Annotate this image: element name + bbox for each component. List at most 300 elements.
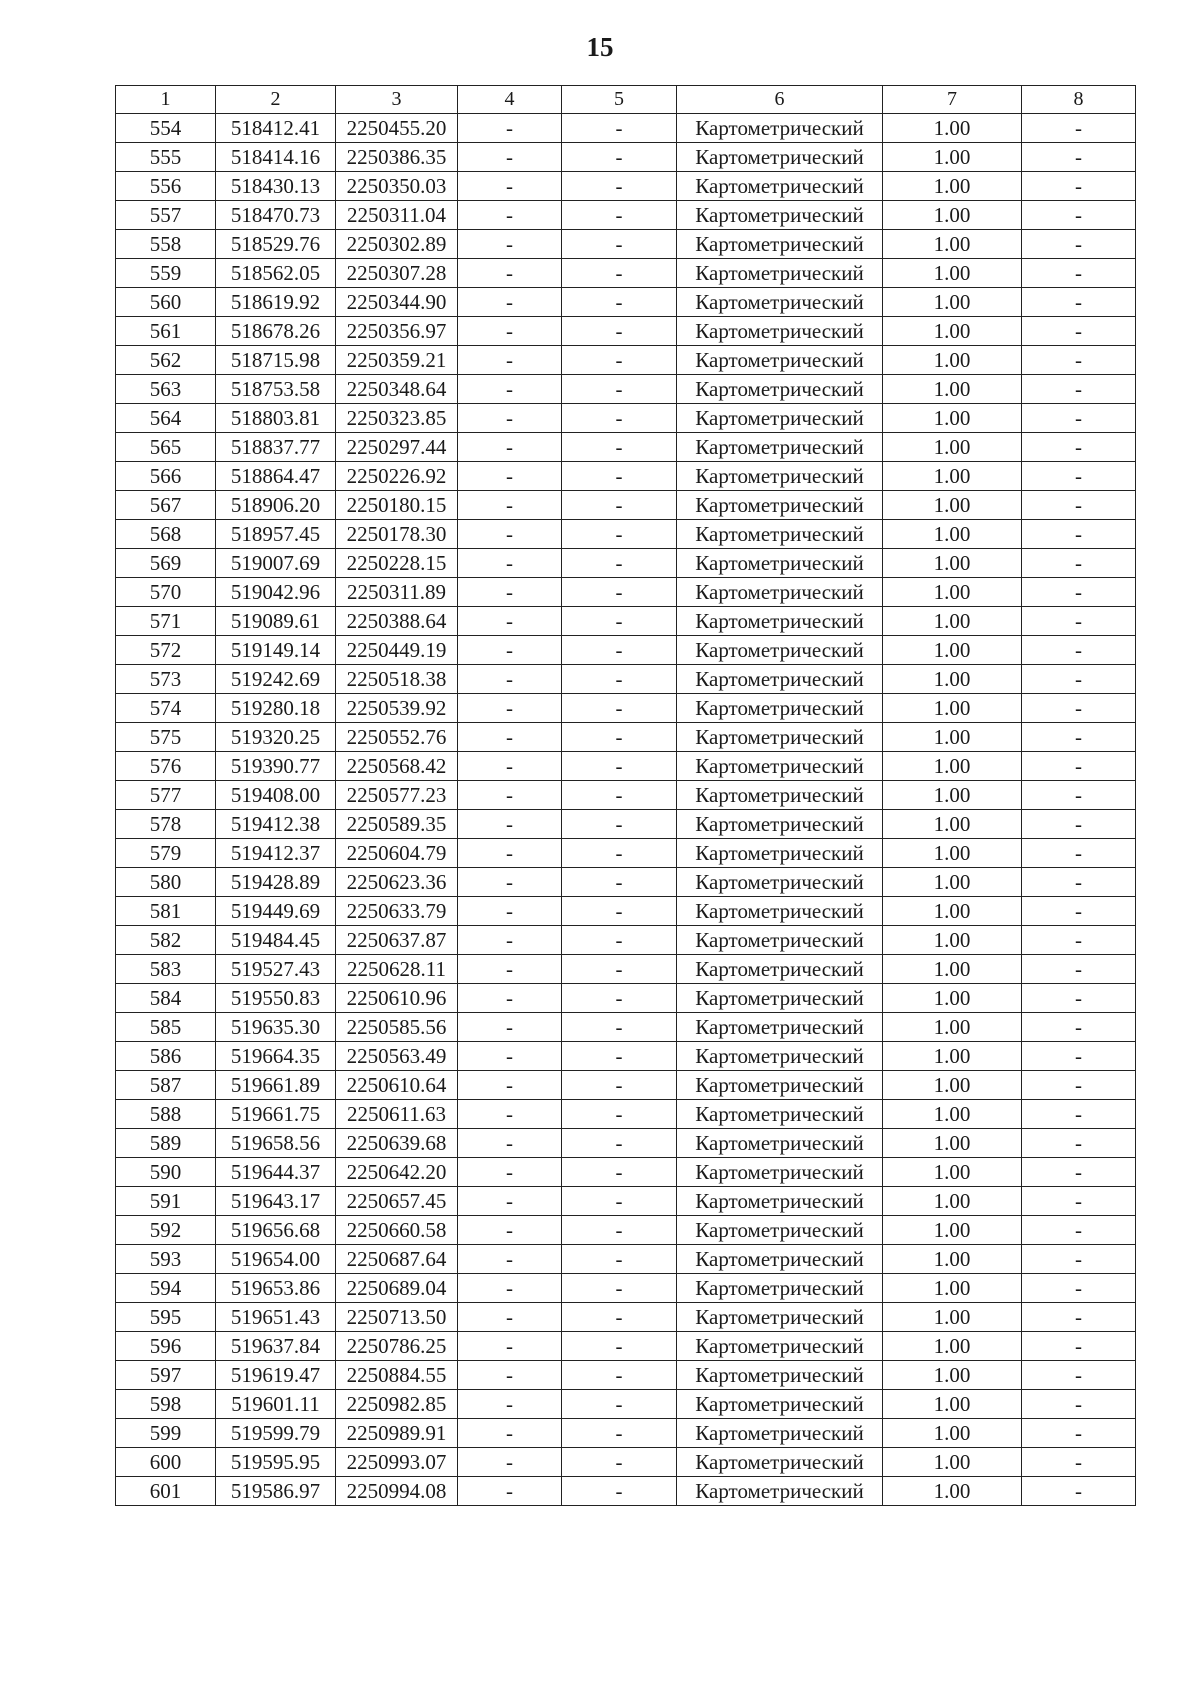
column-5-cell: - <box>562 897 677 926</box>
accuracy-cell: 1.00 <box>883 230 1022 259</box>
column-8-cell: - <box>1022 1100 1136 1129</box>
column-5-cell: - <box>562 1303 677 1332</box>
column-4-cell: - <box>458 520 562 549</box>
y-coordinate-cell: 2250178.30 <box>336 520 458 549</box>
point-number-cell: 558 <box>116 230 216 259</box>
x-coordinate-cell: 519527.43 <box>216 955 336 984</box>
column-4-cell: - <box>458 317 562 346</box>
accuracy-cell: 1.00 <box>883 897 1022 926</box>
column-5-cell: - <box>562 462 677 491</box>
accuracy-cell: 1.00 <box>883 665 1022 694</box>
table-row <box>116 143 1136 172</box>
method-cell: Картометрический <box>677 1245 883 1274</box>
table-row <box>116 1129 1136 1158</box>
point-number-cell: 583 <box>116 955 216 984</box>
method-cell: Картометрический <box>677 1013 883 1042</box>
method-cell: Картометрический <box>677 1187 883 1216</box>
x-coordinate-cell: 519408.00 <box>216 781 336 810</box>
point-number-cell: 569 <box>116 549 216 578</box>
column-4-cell: - <box>458 201 562 230</box>
column-4-cell: - <box>458 752 562 781</box>
table-row <box>116 723 1136 752</box>
table-row <box>116 984 1136 1013</box>
column-8-cell: - <box>1022 1390 1136 1419</box>
x-coordinate-cell: 518414.16 <box>216 143 336 172</box>
y-coordinate-cell: 2250311.89 <box>336 578 458 607</box>
method-cell: Картометрический <box>677 1158 883 1187</box>
point-number-cell: 578 <box>116 810 216 839</box>
method-cell: Картометрический <box>677 897 883 926</box>
x-coordinate-cell: 519664.35 <box>216 1042 336 1071</box>
table-row <box>116 1158 1136 1187</box>
accuracy-cell: 1.00 <box>883 839 1022 868</box>
point-number-cell: 595 <box>116 1303 216 1332</box>
y-coordinate-cell: 2250689.04 <box>336 1274 458 1303</box>
point-number-cell: 568 <box>116 520 216 549</box>
column-4-cell: - <box>458 1419 562 1448</box>
accuracy-cell: 1.00 <box>883 868 1022 897</box>
x-coordinate-cell: 518837.77 <box>216 433 336 462</box>
table-row <box>116 433 1136 462</box>
column-5-cell: - <box>562 839 677 868</box>
method-cell: Картометрический <box>677 607 883 636</box>
column-4-cell: - <box>458 1448 562 1477</box>
point-number-cell: 599 <box>116 1419 216 1448</box>
point-number-cell: 557 <box>116 201 216 230</box>
x-coordinate-cell: 519635.30 <box>216 1013 336 1042</box>
column-4-cell: - <box>458 1013 562 1042</box>
column-5-cell: - <box>562 636 677 665</box>
y-coordinate-cell: 2250302.89 <box>336 230 458 259</box>
x-coordinate-cell: 519637.84 <box>216 1332 336 1361</box>
column-4-cell: - <box>458 1042 562 1071</box>
accuracy-cell: 1.00 <box>883 259 1022 288</box>
method-cell: Картометрический <box>677 926 883 955</box>
table-header-row <box>116 86 1136 114</box>
y-coordinate-cell: 2250307.28 <box>336 259 458 288</box>
method-cell: Картометрический <box>677 578 883 607</box>
y-coordinate-cell: 2250228.15 <box>336 549 458 578</box>
column-8-cell: - <box>1022 1071 1136 1100</box>
accuracy-cell: 1.00 <box>883 288 1022 317</box>
column-5-cell: - <box>562 607 677 636</box>
method-cell: Картометрический <box>677 810 883 839</box>
method-cell: Картометрический <box>677 1216 883 1245</box>
accuracy-cell: 1.00 <box>883 491 1022 520</box>
column-4-cell: - <box>458 491 562 520</box>
x-coordinate-cell: 519428.89 <box>216 868 336 897</box>
point-number-cell: 591 <box>116 1187 216 1216</box>
method-cell: Картометрический <box>677 1100 883 1129</box>
point-number-cell: 577 <box>116 781 216 810</box>
accuracy-cell: 1.00 <box>883 1216 1022 1245</box>
column-8-cell: - <box>1022 346 1136 375</box>
method-cell: Картометрический <box>677 1419 883 1448</box>
point-number-cell: 555 <box>116 143 216 172</box>
y-coordinate-cell: 2250226.92 <box>336 462 458 491</box>
method-cell: Картометрический <box>677 520 883 549</box>
point-number-cell: 581 <box>116 897 216 926</box>
method-cell: Картометрический <box>677 288 883 317</box>
method-cell: Картометрический <box>677 491 883 520</box>
column-5-cell: - <box>562 143 677 172</box>
point-number-cell: 600 <box>116 1448 216 1477</box>
column-5-cell: - <box>562 1477 677 1506</box>
column-5-cell: - <box>562 549 677 578</box>
y-coordinate-cell: 2250993.07 <box>336 1448 458 1477</box>
x-coordinate-cell: 519149.14 <box>216 636 336 665</box>
column-5-cell: - <box>562 1332 677 1361</box>
y-coordinate-cell: 2250455.20 <box>336 114 458 143</box>
column-5-cell: - <box>562 868 677 897</box>
header-cell: 8 <box>1022 86 1136 114</box>
column-8-cell: - <box>1022 404 1136 433</box>
method-cell: Картометрический <box>677 317 883 346</box>
point-number-cell: 560 <box>116 288 216 317</box>
column-5-cell: - <box>562 926 677 955</box>
point-number-cell: 567 <box>116 491 216 520</box>
table-row <box>116 549 1136 578</box>
column-8-cell: - <box>1022 723 1136 752</box>
point-number-cell: 563 <box>116 375 216 404</box>
point-number-cell: 588 <box>116 1100 216 1129</box>
accuracy-cell: 1.00 <box>883 346 1022 375</box>
method-cell: Картометрический <box>677 1332 883 1361</box>
accuracy-cell: 1.00 <box>883 1390 1022 1419</box>
point-number-cell: 573 <box>116 665 216 694</box>
column-8-cell: - <box>1022 926 1136 955</box>
x-coordinate-cell: 519586.97 <box>216 1477 336 1506</box>
accuracy-cell: 1.00 <box>883 1158 1022 1187</box>
method-cell: Картометрический <box>677 172 883 201</box>
y-coordinate-cell: 2250633.79 <box>336 897 458 926</box>
x-coordinate-cell: 519390.77 <box>216 752 336 781</box>
point-number-cell: 554 <box>116 114 216 143</box>
accuracy-cell: 1.00 <box>883 520 1022 549</box>
x-coordinate-cell: 519661.89 <box>216 1071 336 1100</box>
x-coordinate-cell: 518753.58 <box>216 375 336 404</box>
column-8-cell: - <box>1022 230 1136 259</box>
column-4-cell: - <box>458 1245 562 1274</box>
column-5-cell: - <box>562 1216 677 1245</box>
table-row <box>116 897 1136 926</box>
y-coordinate-cell: 2250604.79 <box>336 839 458 868</box>
y-coordinate-cell: 2250585.56 <box>336 1013 458 1042</box>
point-number-cell: 586 <box>116 1042 216 1071</box>
column-4-cell: - <box>458 1390 562 1419</box>
table-row <box>116 1332 1136 1361</box>
column-4-cell: - <box>458 694 562 723</box>
column-4-cell: - <box>458 230 562 259</box>
point-number-cell: 576 <box>116 752 216 781</box>
x-coordinate-cell: 519653.86 <box>216 1274 336 1303</box>
column-4-cell: - <box>458 839 562 868</box>
column-8-cell: - <box>1022 491 1136 520</box>
x-coordinate-cell: 519042.96 <box>216 578 336 607</box>
y-coordinate-cell: 2250994.08 <box>336 1477 458 1506</box>
accuracy-cell: 1.00 <box>883 1042 1022 1071</box>
method-cell: Картометрический <box>677 636 883 665</box>
accuracy-cell: 1.00 <box>883 723 1022 752</box>
column-5-cell: - <box>562 375 677 404</box>
y-coordinate-cell: 2250577.23 <box>336 781 458 810</box>
table-row <box>116 114 1136 143</box>
accuracy-cell: 1.00 <box>883 1274 1022 1303</box>
method-cell: Картометрический <box>677 1448 883 1477</box>
column-5-cell: - <box>562 781 677 810</box>
y-coordinate-cell: 2250687.64 <box>336 1245 458 1274</box>
point-number-cell: 575 <box>116 723 216 752</box>
table-row <box>116 201 1136 230</box>
column-4-cell: - <box>458 810 562 839</box>
column-4-cell: - <box>458 375 562 404</box>
y-coordinate-cell: 2250552.76 <box>336 723 458 752</box>
point-number-cell: 594 <box>116 1274 216 1303</box>
column-5-cell: - <box>562 1361 677 1390</box>
accuracy-cell: 1.00 <box>883 1419 1022 1448</box>
header-cell: 5 <box>562 86 677 114</box>
accuracy-cell: 1.00 <box>883 810 1022 839</box>
table-row <box>116 230 1136 259</box>
x-coordinate-cell: 519007.69 <box>216 549 336 578</box>
x-coordinate-cell: 519619.47 <box>216 1361 336 1390</box>
column-8-cell: - <box>1022 1158 1136 1187</box>
table-row <box>116 1419 1136 1448</box>
column-4-cell: - <box>458 897 562 926</box>
table-row <box>116 1303 1136 1332</box>
accuracy-cell: 1.00 <box>883 955 1022 984</box>
y-coordinate-cell: 2250610.64 <box>336 1071 458 1100</box>
column-8-cell: - <box>1022 259 1136 288</box>
column-4-cell: - <box>458 1361 562 1390</box>
column-5-cell: - <box>562 578 677 607</box>
column-8-cell: - <box>1022 1448 1136 1477</box>
column-8-cell: - <box>1022 201 1136 230</box>
column-8-cell: - <box>1022 984 1136 1013</box>
column-8-cell: - <box>1022 172 1136 201</box>
accuracy-cell: 1.00 <box>883 404 1022 433</box>
x-coordinate-cell: 519089.61 <box>216 607 336 636</box>
method-cell: Картометрический <box>677 694 883 723</box>
table-row <box>116 694 1136 723</box>
y-coordinate-cell: 2250344.90 <box>336 288 458 317</box>
method-cell: Картометрический <box>677 259 883 288</box>
column-8-cell: - <box>1022 752 1136 781</box>
column-4-cell: - <box>458 433 562 462</box>
y-coordinate-cell: 2250359.21 <box>336 346 458 375</box>
table-row <box>116 1477 1136 1506</box>
x-coordinate-cell: 519484.45 <box>216 926 336 955</box>
table-row <box>116 1071 1136 1100</box>
x-coordinate-cell: 518906.20 <box>216 491 336 520</box>
y-coordinate-cell: 2250297.44 <box>336 433 458 462</box>
method-cell: Картометрический <box>677 433 883 462</box>
method-cell: Картометрический <box>677 201 883 230</box>
table-row <box>116 259 1136 288</box>
point-number-cell: 596 <box>116 1332 216 1361</box>
method-cell: Картометрический <box>677 114 883 143</box>
accuracy-cell: 1.00 <box>883 752 1022 781</box>
column-5-cell: - <box>562 1419 677 1448</box>
column-4-cell: - <box>458 1216 562 1245</box>
column-8-cell: - <box>1022 897 1136 926</box>
column-5-cell: - <box>562 317 677 346</box>
accuracy-cell: 1.00 <box>883 143 1022 172</box>
column-8-cell: - <box>1022 1332 1136 1361</box>
column-5-cell: - <box>562 1158 677 1187</box>
point-number-cell: 570 <box>116 578 216 607</box>
column-4-cell: - <box>458 1332 562 1361</box>
column-5-cell: - <box>562 1071 677 1100</box>
header-cell: 1 <box>116 86 216 114</box>
column-8-cell: - <box>1022 462 1136 491</box>
y-coordinate-cell: 2250356.97 <box>336 317 458 346</box>
point-number-cell: 598 <box>116 1390 216 1419</box>
column-4-cell: - <box>458 1071 562 1100</box>
y-coordinate-cell: 2250589.35 <box>336 810 458 839</box>
method-cell: Картометрический <box>677 143 883 172</box>
header-cell: 3 <box>336 86 458 114</box>
method-cell: Картометрический <box>677 346 883 375</box>
column-8-cell: - <box>1022 549 1136 578</box>
point-number-cell: 565 <box>116 433 216 462</box>
accuracy-cell: 1.00 <box>883 1361 1022 1390</box>
column-5-cell: - <box>562 1390 677 1419</box>
column-8-cell: - <box>1022 839 1136 868</box>
point-number-cell: 572 <box>116 636 216 665</box>
method-cell: Картометрический <box>677 230 883 259</box>
column-8-cell: - <box>1022 1419 1136 1448</box>
accuracy-cell: 1.00 <box>883 433 1022 462</box>
method-cell: Картометрический <box>677 549 883 578</box>
accuracy-cell: 1.00 <box>883 578 1022 607</box>
accuracy-cell: 1.00 <box>883 926 1022 955</box>
column-5-cell: - <box>562 1187 677 1216</box>
method-cell: Картометрический <box>677 868 883 897</box>
y-coordinate-cell: 2250386.35 <box>336 143 458 172</box>
column-4-cell: - <box>458 1100 562 1129</box>
accuracy-cell: 1.00 <box>883 984 1022 1013</box>
accuracy-cell: 1.00 <box>883 1245 1022 1274</box>
x-coordinate-cell: 518562.05 <box>216 259 336 288</box>
table-row <box>116 810 1136 839</box>
x-coordinate-cell: 519599.79 <box>216 1419 336 1448</box>
y-coordinate-cell: 2250449.19 <box>336 636 458 665</box>
table-row <box>116 752 1136 781</box>
column-5-cell: - <box>562 1042 677 1071</box>
table-row <box>116 1216 1136 1245</box>
column-4-cell: - <box>458 462 562 491</box>
point-number-cell: 571 <box>116 607 216 636</box>
column-5-cell: - <box>562 1448 677 1477</box>
y-coordinate-cell: 2250657.45 <box>336 1187 458 1216</box>
table-row <box>116 926 1136 955</box>
column-4-cell: - <box>458 578 562 607</box>
coordinates-table <box>115 85 1136 1506</box>
accuracy-cell: 1.00 <box>883 1100 1022 1129</box>
x-coordinate-cell: 519449.69 <box>216 897 336 926</box>
method-cell: Картометрический <box>677 984 883 1013</box>
table-row <box>116 491 1136 520</box>
column-8-cell: - <box>1022 1245 1136 1274</box>
method-cell: Картометрический <box>677 375 883 404</box>
header-cell: 2 <box>216 86 336 114</box>
y-coordinate-cell: 2250568.42 <box>336 752 458 781</box>
table-row <box>116 1361 1136 1390</box>
column-8-cell: - <box>1022 665 1136 694</box>
x-coordinate-cell: 518715.98 <box>216 346 336 375</box>
method-cell: Картометрический <box>677 462 883 491</box>
table-row <box>116 172 1136 201</box>
column-5-cell: - <box>562 1100 677 1129</box>
accuracy-cell: 1.00 <box>883 172 1022 201</box>
method-cell: Картометрический <box>677 1303 883 1332</box>
x-coordinate-cell: 519595.95 <box>216 1448 336 1477</box>
table-row <box>116 462 1136 491</box>
accuracy-cell: 1.00 <box>883 781 1022 810</box>
x-coordinate-cell: 519661.75 <box>216 1100 336 1129</box>
table-row <box>116 607 1136 636</box>
accuracy-cell: 1.00 <box>883 1129 1022 1158</box>
column-4-cell: - <box>458 1477 562 1506</box>
table-row <box>116 520 1136 549</box>
y-coordinate-cell: 2250989.91 <box>336 1419 458 1448</box>
x-coordinate-cell: 518412.41 <box>216 114 336 143</box>
table-row <box>116 781 1136 810</box>
x-coordinate-cell: 519320.25 <box>216 723 336 752</box>
column-5-cell: - <box>562 201 677 230</box>
column-5-cell: - <box>562 694 677 723</box>
x-coordinate-cell: 519643.17 <box>216 1187 336 1216</box>
column-5-cell: - <box>562 520 677 549</box>
point-number-cell: 574 <box>116 694 216 723</box>
column-4-cell: - <box>458 259 562 288</box>
y-coordinate-cell: 2250563.49 <box>336 1042 458 1071</box>
column-5-cell: - <box>562 259 677 288</box>
table-row <box>116 1274 1136 1303</box>
column-8-cell: - <box>1022 1129 1136 1158</box>
x-coordinate-cell: 519550.83 <box>216 984 336 1013</box>
column-5-cell: - <box>562 346 677 375</box>
column-4-cell: - <box>458 868 562 897</box>
accuracy-cell: 1.00 <box>883 1477 1022 1506</box>
column-4-cell: - <box>458 984 562 1013</box>
column-8-cell: - <box>1022 1477 1136 1506</box>
point-number-cell: 601 <box>116 1477 216 1506</box>
column-5-cell: - <box>562 1245 677 1274</box>
accuracy-cell: 1.00 <box>883 375 1022 404</box>
column-8-cell: - <box>1022 1361 1136 1390</box>
accuracy-cell: 1.00 <box>883 1013 1022 1042</box>
y-coordinate-cell: 2250388.64 <box>336 607 458 636</box>
column-5-cell: - <box>562 288 677 317</box>
table-row <box>116 1100 1136 1129</box>
column-8-cell: - <box>1022 143 1136 172</box>
x-coordinate-cell: 519651.43 <box>216 1303 336 1332</box>
method-cell: Картометрический <box>677 1361 883 1390</box>
y-coordinate-cell: 2250348.64 <box>336 375 458 404</box>
column-8-cell: - <box>1022 1274 1136 1303</box>
column-4-cell: - <box>458 404 562 433</box>
point-number-cell: 580 <box>116 868 216 897</box>
method-cell: Картометрический <box>677 1390 883 1419</box>
column-4-cell: - <box>458 1187 562 1216</box>
column-5-cell: - <box>562 1013 677 1042</box>
method-cell: Картометрический <box>677 955 883 984</box>
accuracy-cell: 1.00 <box>883 462 1022 491</box>
point-number-cell: 589 <box>116 1129 216 1158</box>
column-8-cell: - <box>1022 114 1136 143</box>
